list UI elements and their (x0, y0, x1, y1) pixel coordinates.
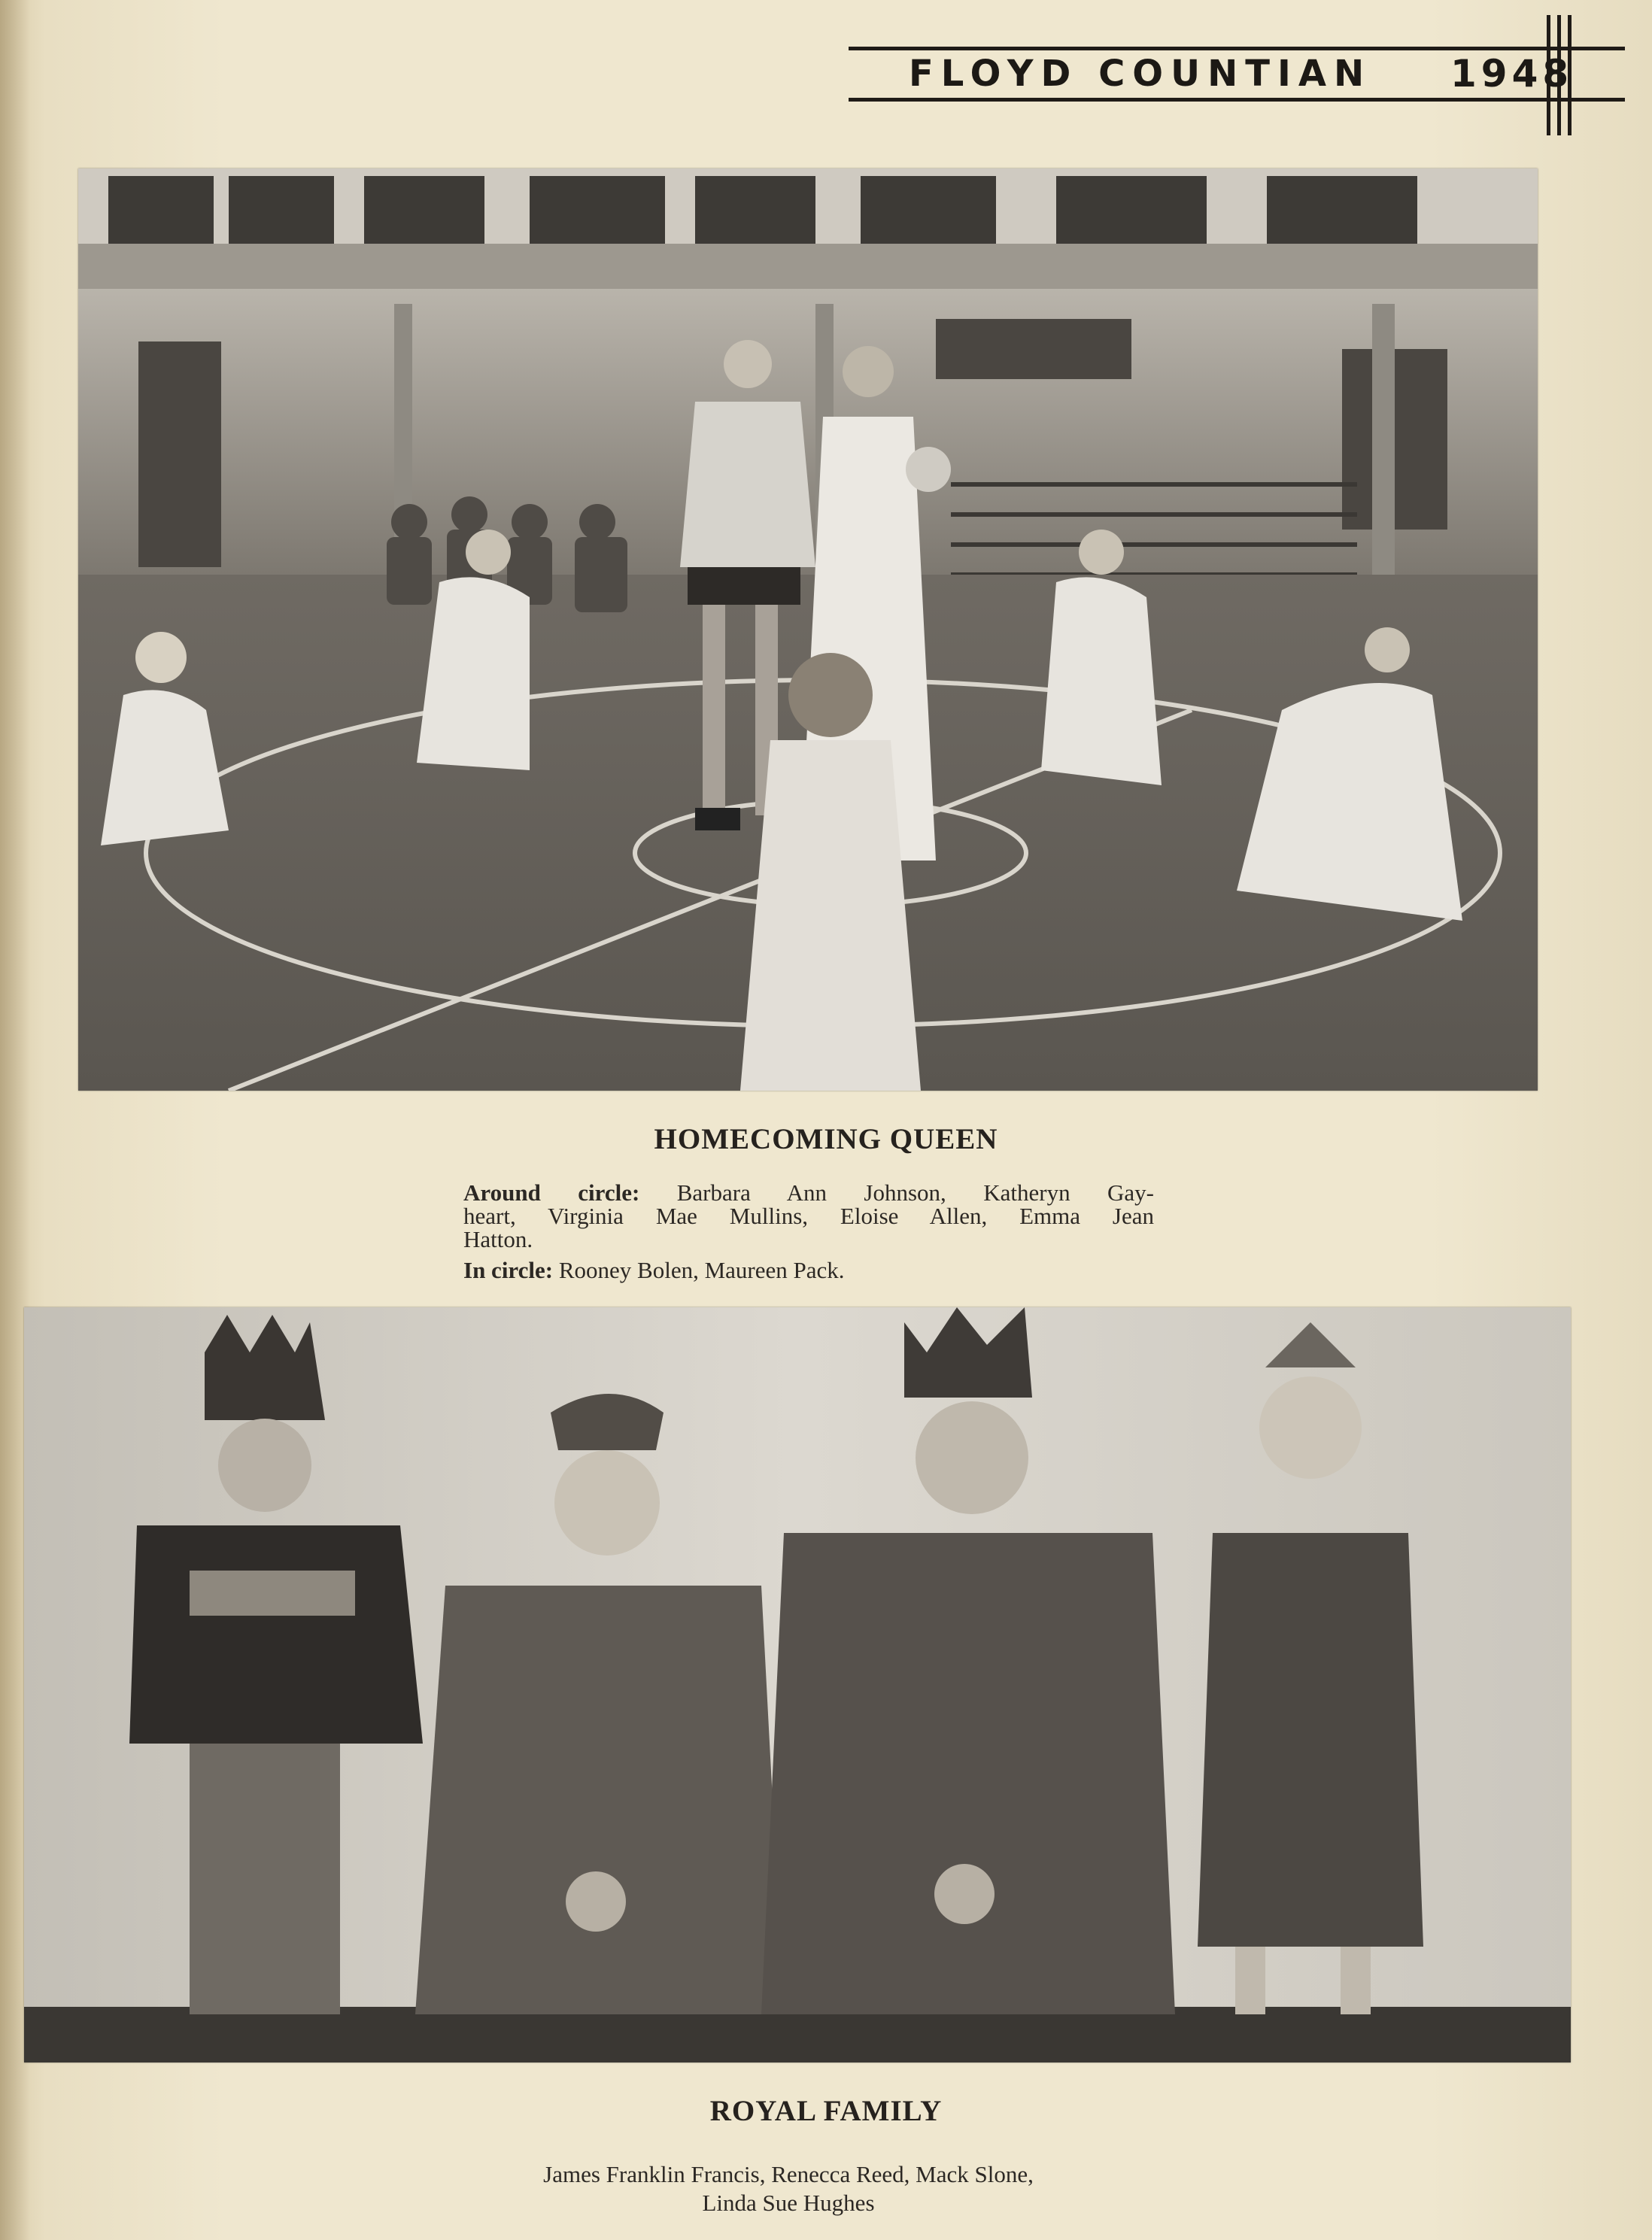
publication-year: 1948 (1450, 52, 1574, 96)
running-header (849, 47, 1625, 102)
homecoming-caption (463, 1181, 1154, 1282)
royal-family-photo (24, 1307, 1571, 2062)
around-circle-names-3: Hatton. (463, 1226, 533, 1252)
around-circle-names-1: Barbara Ann Johnson, Katheryn Gay- (676, 1179, 1155, 1206)
homecoming-heading: HOMECOMING QUEEN (654, 1123, 998, 1155)
header-rule-bottom (849, 98, 1625, 102)
around-circle-label: Around circle: (463, 1179, 640, 1206)
in-circle-label: In circle: (463, 1257, 554, 1283)
royal-family-names-2: Linda Sue Hughes (702, 2190, 875, 2216)
royal-family-caption (301, 2160, 1276, 2217)
around-circle-names-2: heart, Virginia Mae Mullins, Eloise Allen, Emma Jean (463, 1203, 1154, 1229)
caption-line-1 (463, 1181, 1154, 1204)
caption-line-in-circle (463, 1258, 1154, 1282)
in-circle-names: Rooney Bolen, Maureen Pack. (558, 1257, 845, 1283)
homecoming-photo (78, 168, 1538, 1091)
publication-title: FLOYD COUNTIAN (901, 51, 1379, 96)
royal-family-heading: ROYAL FAMILY (709, 2095, 943, 2127)
header-rule-top (849, 47, 1625, 50)
royal-family-names-1: James Franklin Francis, Renecca Reed, Mack Slone, (543, 2161, 1034, 2187)
